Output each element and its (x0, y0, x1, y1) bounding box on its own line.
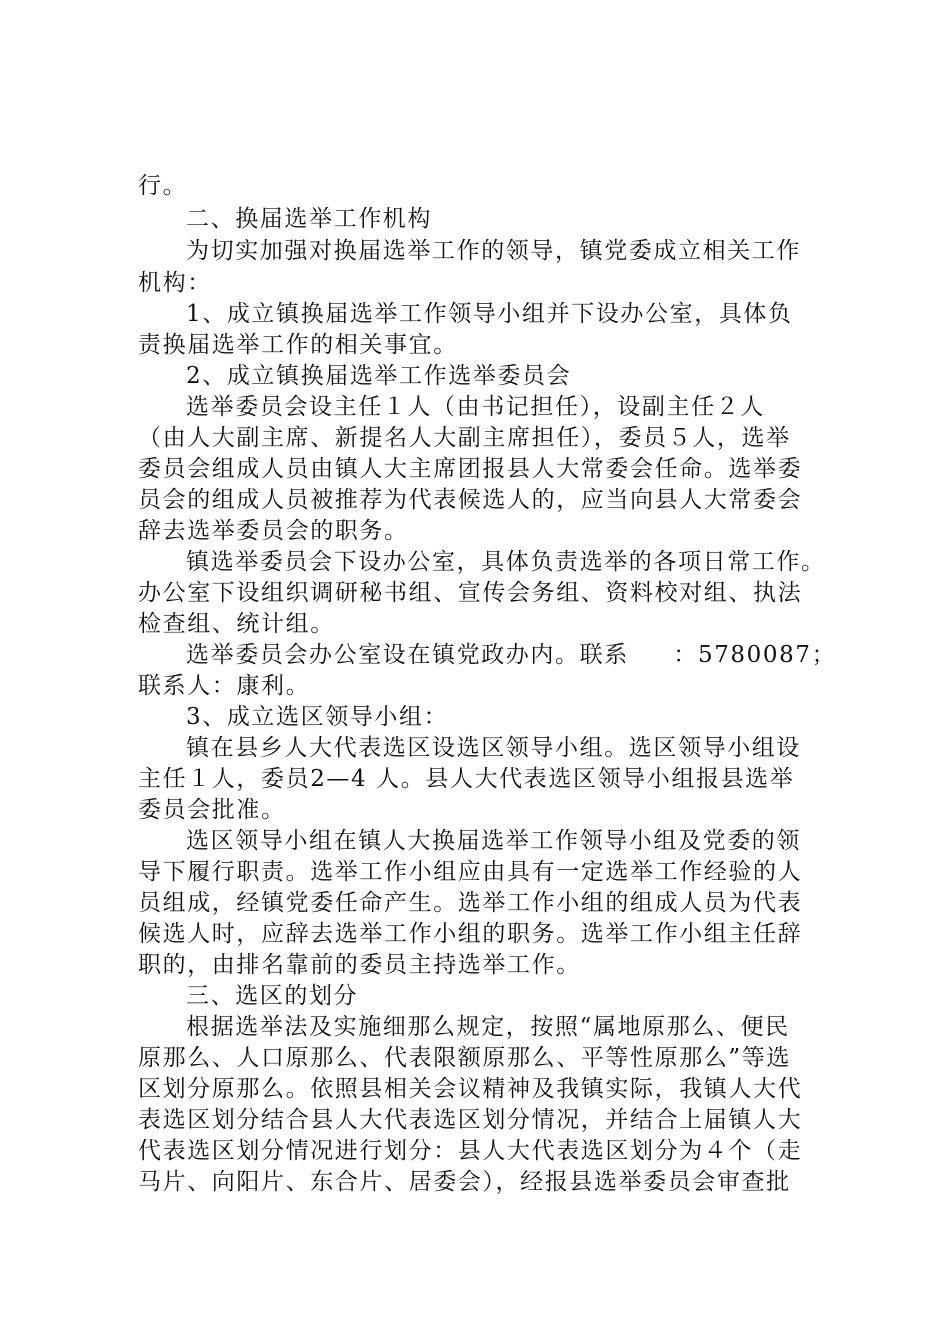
text-line: 1、成立镇换届选举工作领导小组并下设办公室，具体负 (186, 301, 793, 327)
text-line: 根据选举法及实施细那么规定，按照“属地原那么、便民 (186, 1014, 790, 1040)
text-line: 主任１人，委员2—4 人。县人大代表选区领导小组报县选举 (138, 766, 795, 792)
section-heading: 三、选区的划分 (186, 983, 359, 1009)
text-line: 责换届选举工作的相关事宜。 (138, 332, 458, 358)
text-line: 为切实加强对换届选举工作的领导，镇党委成立相关工作 (186, 238, 801, 264)
text-line: 行。 (138, 173, 188, 199)
text-line: 选区领导小组在镇人大换届选举工作领导小组及党委的领 (186, 828, 801, 854)
text-line: 员会的组成人员被推荐为代表候选人的，应当向县人大常委会 (138, 487, 803, 513)
text-line: 职的，由排名靠前的委员主持选举工作。 (138, 952, 581, 978)
text-line: 检查组、统计组。 (138, 611, 335, 637)
text-line: 区划分原那么。依照县相关会议精神及我镇实际，我镇人大代 (138, 1076, 803, 1102)
subsection-heading: 2、成立镇换届选举工作选举委员会 (186, 363, 572, 389)
text-line: 表选区划分结合县人大代表选区划分情况，并结合上届镇人大 (138, 1107, 803, 1133)
text-line: 候选人时，应辞去选举工作小组的职务。选举工作小组主任辞 (138, 921, 803, 947)
text-line: 导下履行职责。选举工作小组应由具有一定选举工作经验的人 (138, 859, 803, 885)
text-line: 原那么、人口原那么、代表限额原那么、平等性原那么”等选 (138, 1045, 791, 1071)
text-line: 联系人：康利。 (138, 673, 311, 699)
text-line: 员组成，经镇党委任命产生。选举工作小组的组成人员为代表 (138, 890, 803, 916)
text-line: 选举委员会设主任１人（由书记担任），设副主任２人 (186, 394, 765, 420)
text-line: 代表选区划分情况进行划分：县人大代表选区划分为４个（走 (138, 1138, 803, 1164)
text-line: （由人大副主席、新提名人大副主席担任），委员５人，选举 (138, 425, 791, 451)
text-line: 选举委员会办公室设在镇党政办内。联系 ：5780087； (186, 642, 837, 668)
text-line: 辞去选举委员会的职务。 (138, 518, 409, 544)
subsection-heading: 3、成立选区领导小组： (186, 704, 449, 730)
text-line: 办公室下设组织调研秘书组、宣传会务组、资料校对组、执法 (138, 580, 803, 606)
text-line: 委员会组成人员由镇人大主席团报县人大常委会任命。选举委 (138, 456, 803, 482)
text-line: 马片、向阳片、东合片、居委会），经报县选举委员会审查批 (138, 1169, 791, 1195)
text-line: 镇在县乡人大代表选区设选区领导小组。选区领导小组设 (186, 735, 801, 761)
text-line: 镇选举委员会下设办公室，具体负责选举的各项日常工作。 (186, 549, 826, 575)
text-line: 委员会批准。 (138, 797, 286, 823)
text-line: 机构： (138, 270, 212, 296)
section-heading: 二、换届选举工作机构 (186, 206, 432, 232)
